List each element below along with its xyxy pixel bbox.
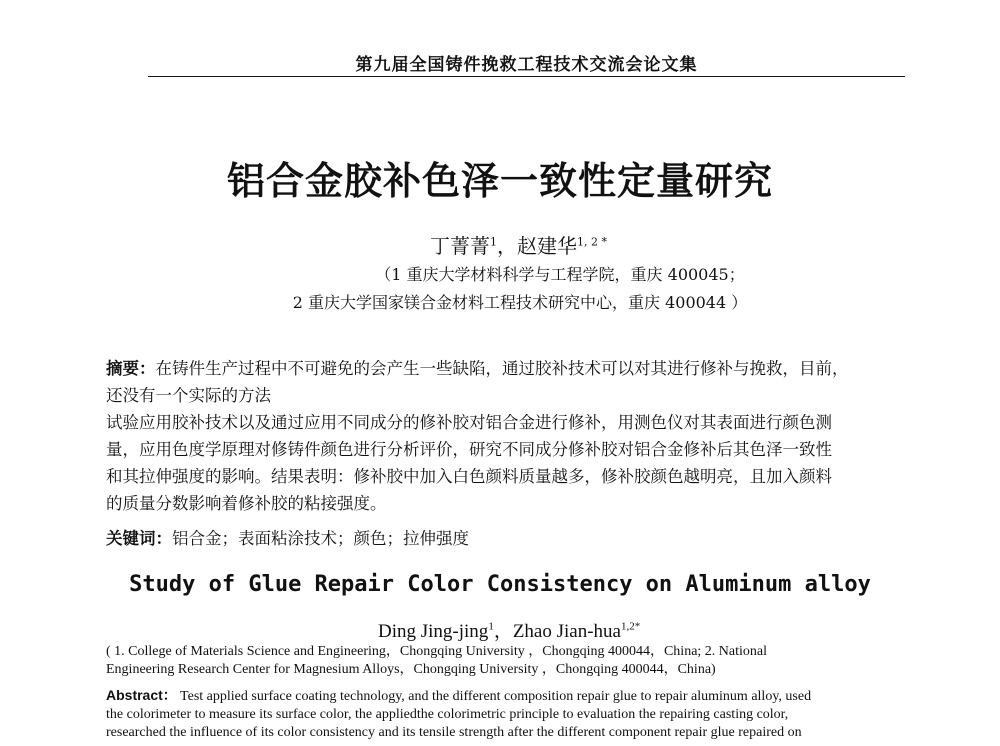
affiliation-en-line-2: Engineering Research Center for Magnesium Alloys，Chongqing University ，Chongqing 400044，China) — [106, 662, 716, 677]
author-1-en-affil-mark: 1 — [488, 620, 494, 633]
abstract-cn-line: 试验应用胶补技术以及通过应用不同成分的修补胶对铝合金进行修补，用测色仪对其表面进行颜色测 — [106, 413, 832, 432]
author-2: 赵建华 — [517, 234, 577, 258]
paper-title-en: Study of Glue Repair Color Consistency on Aluminum alloy — [129, 572, 871, 597]
author-1: 丁菁菁 — [430, 234, 490, 258]
affiliations-en — [106, 643, 906, 679]
abstract-en-line: the colorimeter to measure its surface color, the appliedthe colorimetric principle to evaluation the repairing casting color, — [106, 707, 789, 722]
affiliation-cn-line-2: 2 重庆大学国家镁合金材料工程技术研究中心，重庆 400044 ） — [292, 293, 748, 312]
abstract-cn — [106, 355, 906, 517]
abstract-cn-line: 还没有一个实际的方法 — [106, 386, 271, 405]
author-1-en: Ding Jing-jing — [378, 621, 489, 642]
affiliation-en-line-1: ( 1. College of Materials Science and Engineering，Chongqing University ，Chongqing 400044，China; 2. National — [106, 644, 768, 659]
abstract-cn-line — [106, 355, 906, 382]
running-header: 第九届全国铸件挽救工程技术交流会论文集 — [355, 55, 698, 75]
paper-title-cn: 铝合金胶补色泽一致性定量研究 — [226, 159, 773, 203]
abstract-cn-text: 在铸件生产过程中不可避免的会产生一些缺陷，通过胶补技术可以对其进行修补与挽救，目前， — [155, 359, 849, 378]
abstract-cn-label: 摘要： — [106, 359, 156, 378]
abstract-en — [106, 686, 906, 742]
author-separator-en: ， — [493, 621, 513, 642]
keywords-cn-text: 铝合金；表面粘涂技术；颜色；拉伸强度 — [172, 529, 469, 548]
author-separator: ， — [497, 234, 517, 258]
affiliation-cn-line-1: （1 重庆大学材料科学与工程学院，重庆 400045； — [375, 265, 745, 284]
abstract-en-line — [106, 686, 906, 706]
author-2-affil-mark: 1, 2 * — [577, 235, 607, 249]
abstract-cn-line: 量，应用色度学原理对修铸件颜色进行分析评价，研究不同成分修补胶对铝合金修补后其色泽一致性 — [106, 440, 832, 459]
abstract-en-line: researched the influence of its color consistency and its tensile strength after the different component repair glue repaired on — [106, 725, 802, 740]
authors-cn — [430, 230, 607, 259]
keywords-cn — [106, 525, 469, 549]
header-rule — [148, 76, 905, 77]
abstract-cn-line: 的质量分数影响着修补胶的粘接强度。 — [106, 494, 387, 513]
author-1-affil-mark: 1 — [490, 235, 497, 249]
abstract-en-label: Abstract： — [106, 687, 177, 703]
authors-en — [378, 616, 640, 643]
author-2-en: Zhao Jian-hua — [512, 621, 621, 642]
keywords-cn-label: 关键词： — [106, 529, 172, 548]
author-2-en-affil-mark: 1,2* — [620, 620, 641, 633]
abstract-en-text: Test applied surface coating technology, and the different composition repair glue to repair aluminum alloy, used — [176, 689, 812, 704]
abstract-cn-line: 和其拉伸强度的影响。结果表明：修补胶中加入白色颜料质量越多，修补胶颜色越明亮，且加入颜料 — [106, 467, 832, 486]
